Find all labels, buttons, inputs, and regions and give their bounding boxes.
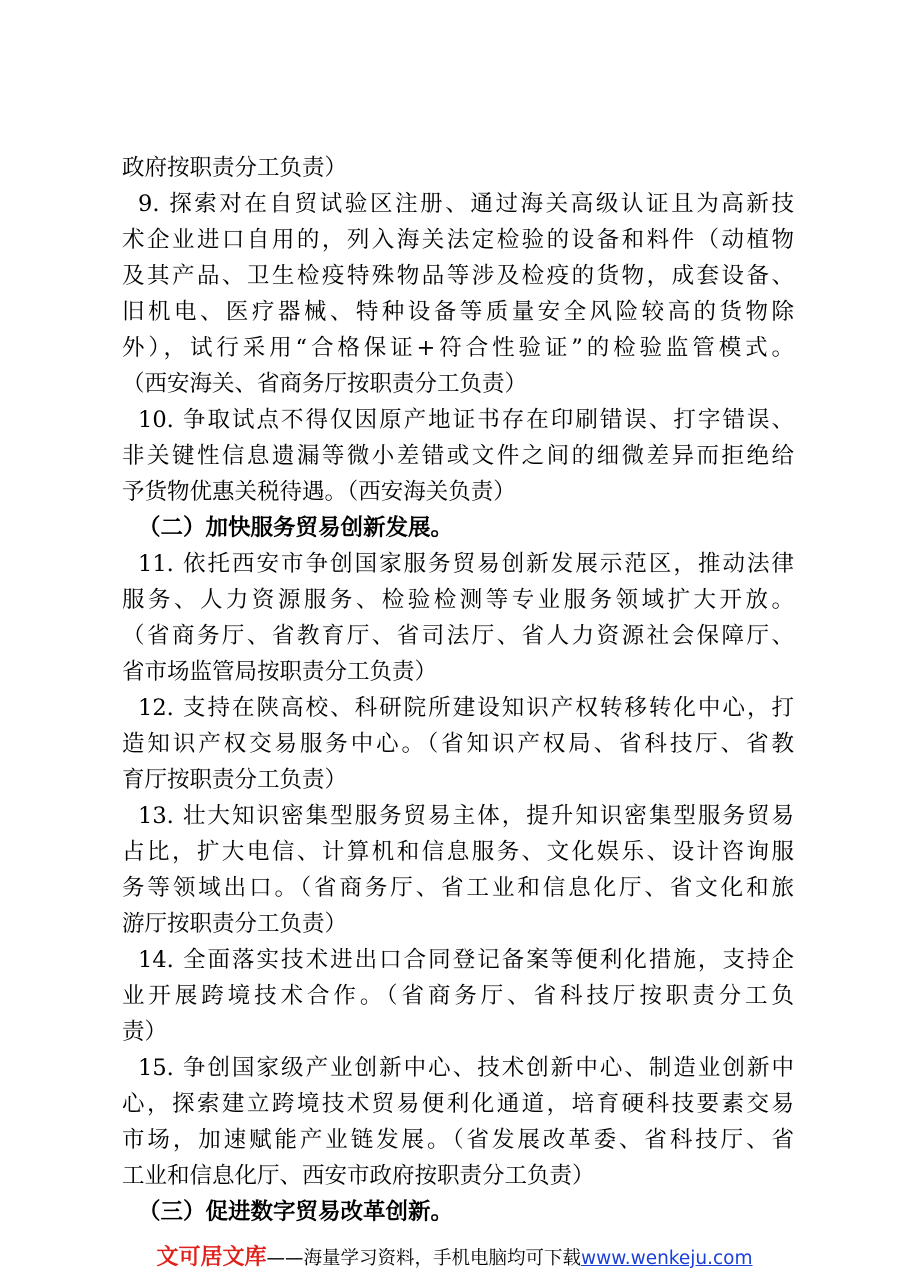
text-line: 9. 探索对在自贸试验区注册、通过海关高级认证且为高新技 [138,191,794,217]
text-line: 12. 支持在陕高校、科研院所建设知识产权转移转化中心，打 [138,695,794,721]
text-line: （省商务厅、省教育厅、省司法厅、省人力资源社会保障厅、 [122,623,794,649]
text-line: 游厅按职责分工负责） [122,911,348,937]
section-heading: （三）促进数字贸易改革创新。 [138,1199,454,1225]
text-line: 11. 依托西安市争创国家服务贸易创新发展示范区，推动法律 [138,551,794,577]
footer-slogan: ——海量学习资料，手机电脑均可下载 [266,1248,581,1269]
text-line: 占比，扩大电信、计算机和信息服务、文化娱乐、设计咨询服 [122,839,794,865]
text-line: 工业和信息化厅、西安市政府按职责分工负责） [122,1163,595,1189]
text-line: 省市场监管局按职责分工负责） [122,659,438,685]
text-line: 术企业进口自用的，列入海关法定检验的设备和料件（动植物 [122,227,794,253]
text-line: 予货物优惠关税待遇。（西安海关负责） [122,479,516,505]
text-line: 外），试行采用“合格保证+符合性验证”的检验监管模式。 [122,335,794,361]
text-line: 10. 争取试点不得仅因原产地证书存在印刷错误、打字错误、 [138,407,794,433]
text-line: 14. 全面落实技术进出口合同登记备案等便利化措施，支持企 [138,947,794,973]
text-line: （西安海关、省商务厅按职责分工负责） [122,371,528,397]
text-line: 责） [122,1019,168,1045]
text-line: 非关键性信息遗漏等微小差错或文件之间的细微差异而拒绝给 [122,443,794,469]
section-heading: （二）加快服务贸易创新发展。 [138,515,454,541]
text-line: 市场，加速赋能产业链发展。（省发展改革委、省科技厅、省 [122,1127,794,1153]
text-line: 育厅按职责分工负责） [122,767,348,793]
footer-link[interactable]: www.wenkeju.com [581,1248,753,1269]
text-line: 造知识产权交易服务中心。（省知识产权局、省科技厅、省教 [122,731,794,757]
text-line: 13. 壮大知识密集型服务贸易主体，提升知识密集型服务贸易 [138,803,794,829]
text-line: 旧机电、医疗器械、特种设备等质量安全风险较高的货物除 [122,299,794,325]
text-line: 服务、人力资源服务、检验检测等专业服务领域扩大开放。 [122,587,794,613]
text-line: 业开展跨境技术合作。（省商务厅、省科技厅按职责分工负 [122,983,794,1009]
text-line: 心，探索建立跨境技术贸易便利化通道，培育硬科技要素交易 [122,1091,794,1117]
text-line: 务等领域出口。（省商务厅、省工业和信息化厅、省文化和旅 [122,875,794,901]
text-line: 15. 争创国家级产业创新中心、技术创新中心、制造业创新中 [138,1055,794,1081]
text-line: 政府按职责分工负责） [122,155,348,181]
text-line: 及其产品、卫生检疫特殊物品等涉及检疫的货物，成套设备、 [122,263,794,289]
footer-banner [0,1240,909,1271]
footer-brand: 文可居文库 [156,1245,267,1270]
